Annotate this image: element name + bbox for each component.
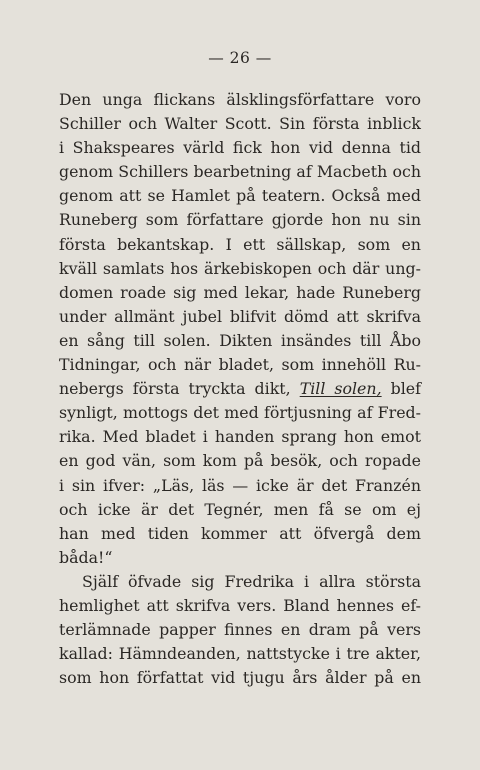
text-line-paragraph-end: båda!“ <box>59 547 113 567</box>
text-line: han med tiden kommer att öfvergå dem <box>59 523 421 543</box>
poem-title: Till solen, <box>299 379 382 399</box>
text-segment: nebergs första tryckta dikt, <box>59 379 291 399</box>
text-line: första bekantskap. I ett sällskap, som en <box>59 234 421 254</box>
text-line: domen roade sig med lekar, hade Runeberg <box>59 282 421 302</box>
text-line: och icke är det Tegnér, men få se om ej <box>59 499 421 519</box>
text-line: Tidningar, och när bladet, som innehöll Ru- <box>59 355 421 375</box>
text-segment: blef <box>390 379 421 399</box>
text-line: terlämnade papper finnes en dram på vers <box>59 620 421 640</box>
text-line: genom att se Hamlet på teatern. Också med <box>59 186 421 206</box>
body-text <box>59 88 421 690</box>
text-line: kväll samlats hos ärkebiskopen och där ung- <box>59 258 421 278</box>
text-line: genom Schillers bearbetning af Macbeth och <box>59 162 421 182</box>
text-line: i Shakspeares värld fick hon vid denna tid <box>59 138 421 158</box>
text-line: i sin ifver: „Läs, läs — icke är det Franzén <box>59 475 421 495</box>
text-line: rika. Med bladet i handen sprang hon emot <box>59 427 421 447</box>
text-line: Den unga flickans älsklingsförfattare voro <box>59 90 421 109</box>
text-line: en sång till solen. Dikten insändes till Åbo <box>59 330 421 350</box>
text-line: en god vän, som kom på besök, och ropade <box>59 451 421 471</box>
text-line: Schiller och Walter Scott. Sin första inblick <box>59 114 421 134</box>
text-line-paragraph-start: Själf öfvade sig Fredrika i allra största <box>82 571 421 591</box>
page-number: — 26 — <box>208 49 272 67</box>
text-line: synligt, mottogs det med förtjusning af Fred- <box>59 403 421 423</box>
text-line-with-title <box>59 377 421 401</box>
text-line: under allmänt jubel blifvit dömd att skrifva <box>59 306 421 326</box>
text-line: kallad: Hämndeanden, nattstycke i tre akter, <box>59 644 421 664</box>
text-line: som hon författat vid tjugu års ålder på en <box>59 668 421 688</box>
text-line: Runeberg som författare gjorde hon nu sin <box>59 210 421 230</box>
text-line: hemlighet att skrifva vers. Bland hennes ef- <box>59 595 421 615</box>
